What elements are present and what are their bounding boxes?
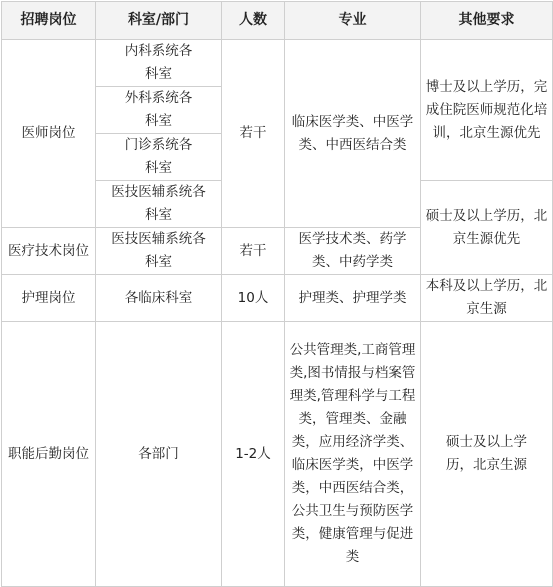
recruitment-table: [1, 1, 553, 587]
header-other-requirements: 其他要求: [421, 2, 553, 40]
count-nursing: 10人: [222, 275, 285, 322]
department-outpatient: 门诊系统各科室: [96, 134, 222, 181]
table-row: [2, 322, 553, 587]
header-department: 科室/部门: [96, 2, 222, 40]
major-nursing: 护理类、护理学类: [285, 275, 421, 322]
department-nursing: 各临床科室: [96, 275, 222, 322]
department-internal: 内科系统各科室: [96, 40, 222, 87]
major-doctor: 临床医学类、中医学类、中西医结合类: [285, 40, 421, 228]
department-admin: 各部门: [96, 322, 222, 587]
department-surgery: 外科系统各科室: [96, 87, 222, 134]
major-admin: 公共管理类,工商管理类,图书情报与档案管理类,管理科学与工程类，管理类、金融类，应用经济学类、临床医学类，中医学类，中西医结合类，公共卫生与预防医学类，健康管理与促进类: [285, 322, 421, 587]
count-admin: 1-2人: [222, 322, 285, 587]
department-medtech-doctor: 医技医辅系统各科室: [96, 181, 222, 228]
position-doctor: 医师岗位: [2, 40, 96, 228]
table-header-row: [2, 2, 553, 40]
table-row: [2, 275, 553, 322]
other-medtech: 硕士及以上学历，北京生源优先: [421, 181, 553, 275]
position-admin: 职能后勤岗位: [2, 322, 96, 587]
position-medtech: 医疗技术岗位: [2, 228, 96, 275]
header-count: 人数: [222, 2, 285, 40]
other-admin: 硕士及以上学历，北京生源: [421, 322, 553, 587]
major-medtech: 医学技术类、药学类、中药学类: [285, 228, 421, 275]
table-row: [2, 40, 553, 87]
header-position: 招聘岗位: [2, 2, 96, 40]
department-medtech: 医技医辅系统各科室: [96, 228, 222, 275]
count-medtech: 若干: [222, 228, 285, 275]
other-doctor: 博士及以上学历，完成住院医师规范化培训，北京生源优先: [421, 40, 553, 181]
other-nursing: 本科及以上学历，北京生源: [421, 275, 553, 322]
position-nursing: 护理岗位: [2, 275, 96, 322]
count-doctor: 若干: [222, 40, 285, 228]
header-major: 专业: [285, 2, 421, 40]
